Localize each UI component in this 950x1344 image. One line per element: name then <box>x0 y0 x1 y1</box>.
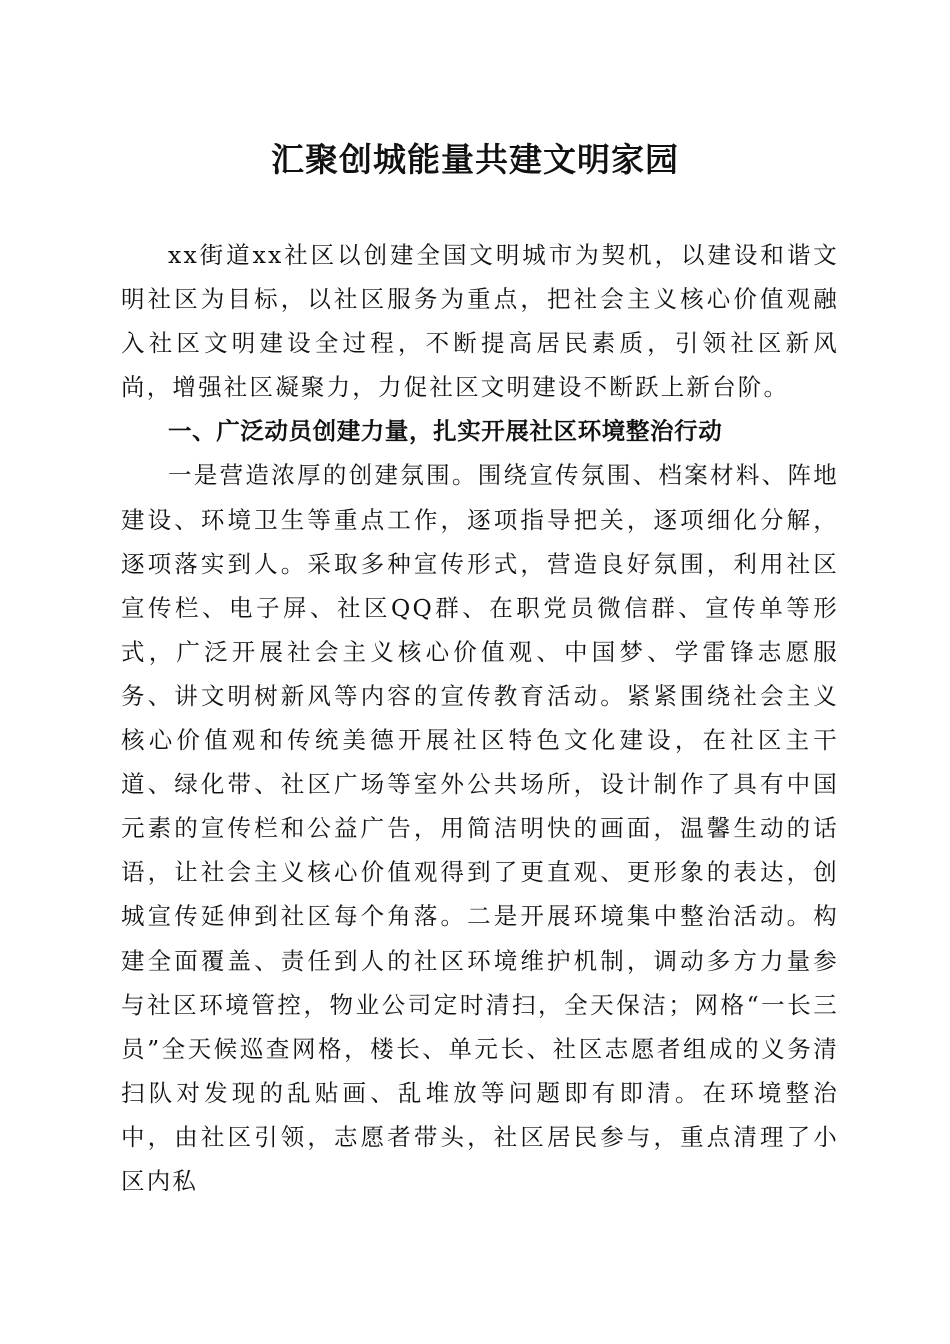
intro-paragraph: xx街道xx社区以创建全国文明城市为契机，以建设和谐文明社区为目标，以社区服务为重点，把社会主义核心价值观融入社区文明建设全过程，不断提高居民素质，引领社区新风尚，增强社区凝聚力，力促社区文明建设不断跃上新台阶。 <box>121 241 839 402</box>
document-body <box>121 233 839 1203</box>
section-1-paragraph: 一是营造浓厚的创建氛围。围绕宣传氛围、档案材料、阵地建设、环境卫生等重点工作，逐项指导把关，逐项细化分解，逐项落实到人。采取多种宣传形式，营造良好氛围，利用社区宣传栏、电子屏、社区QQ群、在职党员微信群、宣传单等形式，广泛开展社会主义核心价值观、中国梦、学雷锋志愿服务、讲文明树新风等内容的宣传教育活动。紧紧围绕社会主义核心价值观和传统美德开展社区特色文化建设，在社区主干道、绿化带、社区广场等室外公共场所，设计制作了具有中国元素的宣传栏和公益广告，用简洁明快的画面，温馨生动的话语，让社会主义核心价值观得到了更直观、更形象的表达，创城宣传延伸到社区每个角落。二是开展环境集中整治活动。构建全面覆盖、责任到人的社区环境维护机制，调动多方力量参与社区环境管控，物业公司定时清扫，全天保洁；网格“一长三员”全天候巡查网格，楼长、单元长、社区志愿者组成的义务清扫队对发现的乱贴画、乱堆放等问题即有即清。在环境整治中，由社区引领，志愿者带头，社区居民参与，重点清理了小区内私 <box>121 461 839 1195</box>
document-title: 汇聚创城能量共建文明家园 <box>271 140 679 179</box>
section-1-heading: 一、广泛动员创建力量，扎实开展社区环境整治行动 <box>168 417 723 446</box>
